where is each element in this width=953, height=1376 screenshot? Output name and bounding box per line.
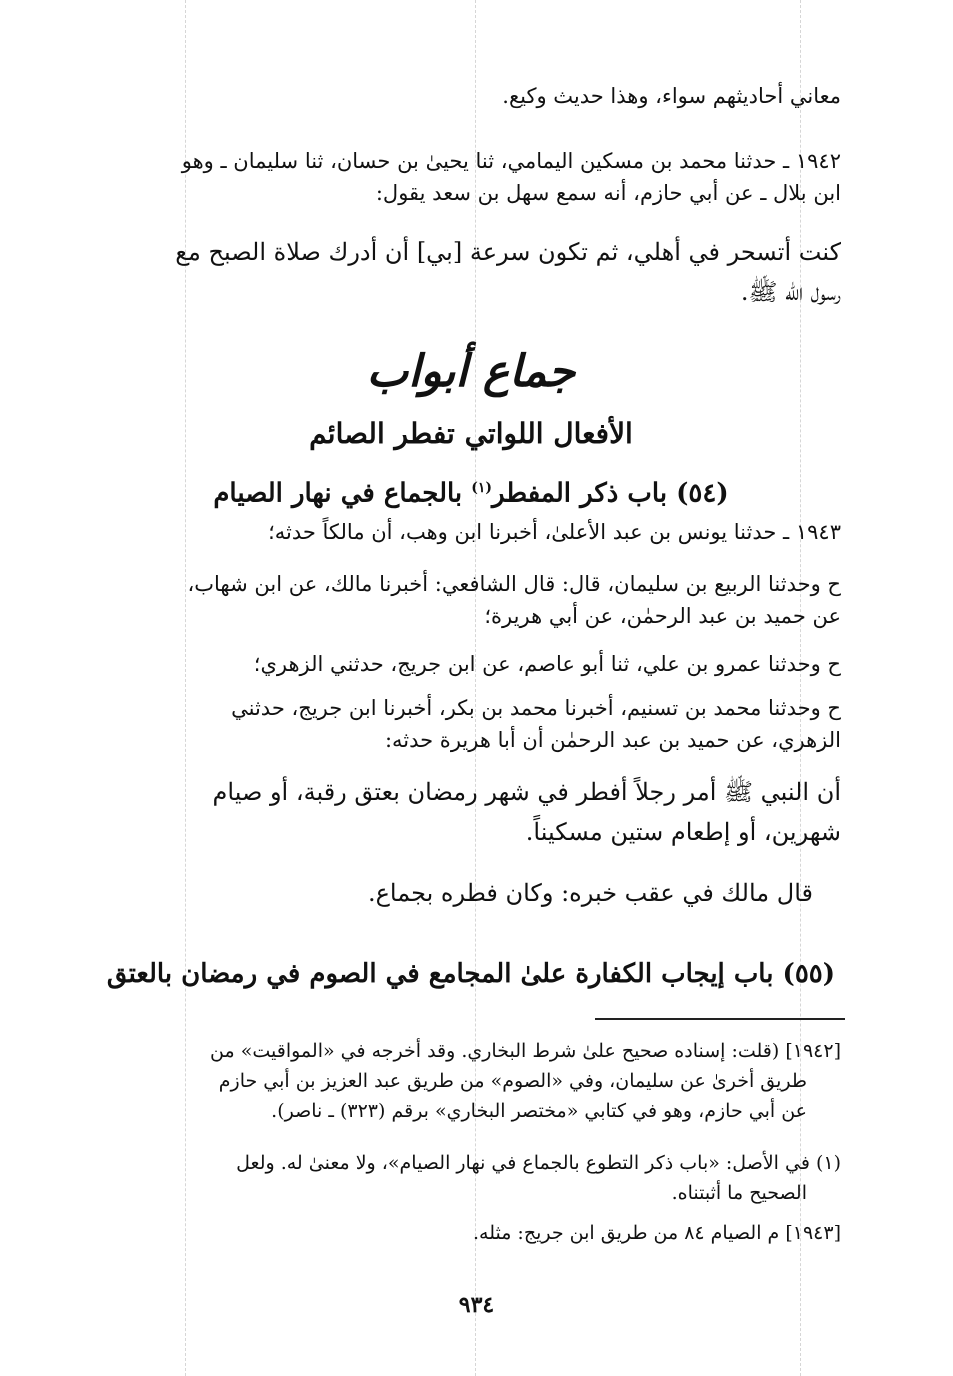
text-line: الصحيح ما أثبتناه.: [671, 1182, 807, 1204]
footnote-1942: [101, 1036, 841, 1126]
hadith-1943-isnad-3: [101, 648, 841, 680]
paragraph-intro: [101, 80, 841, 112]
text-line: كنت أتسحر في أهلي، ثم تكون سرعة [بي] أن أدرك صلاة الصبح مع: [175, 238, 841, 266]
text-line: [١٩٤٣] م الصيام ٨٤ من طريق ابن جريج: مثله.: [472, 1222, 841, 1244]
text-line: شهرين، أو إطعام ستين مسكيناً.: [525, 818, 841, 846]
text-line: ١٩٤٣ ـ حدثنا يونس بن عبد الأعلىٰ، أخبرنا ابن وهب، أن مالكاً حدثه؛: [268, 520, 841, 544]
text-line: [١٩٤٢] (قلت: إسناده صحيح علىٰ شرط البخاري. وقد أخرجه في «المواقيت» من: [210, 1040, 841, 1062]
hadith-1943-isnad-2: [101, 568, 841, 632]
bab-54-heading-start: (٥٤) باب ذكر المفطر: [492, 478, 729, 509]
hadith-1942-isnad: [101, 145, 841, 209]
text-line: عن حميد بن عبد الرحمٰن، عن أبي هريرة؛: [484, 604, 841, 628]
bab-54-heading-end: بالجماع في نهار الصيام: [213, 478, 463, 509]
text-line: ح وحدثنا عمرو بن علي، ثنا أبو عاصم، عن ابن جريج، حدثني الزهري؛: [253, 652, 841, 676]
text-line: قال مالك في عقب خبره: وكان فطره بجماع.: [367, 879, 813, 907]
text-line: معاني أحاديثهم سواء، وهذا حديث وكيع.: [502, 84, 841, 108]
hadith-1943-matn: [101, 772, 841, 852]
text-line: ١٩٤٢ ـ حدثنا محمد بن مسكين اليمامي، ثنا يحيىٰ بن حسان، ثنا سليمان ـ وهو: [181, 149, 841, 173]
bab-55-heading: (٥٥) باب إيجاب الكفارة علىٰ المجامع في الصوم في رمضان بالعتق: [106, 959, 836, 989]
hadith-1943-isnad-1: [101, 516, 841, 548]
hadith-1943-comment: [101, 873, 841, 913]
text-line: أن النبي ﷺ أمر رجلاً أفطر في شهر رمضان بعتق رقبة، أو صيام: [212, 778, 841, 806]
text-line: (١) في الأصل: «باب ذكر التطوع بالجماع في نهار الصيام»، ولا معنىٰ له. ولعل: [236, 1152, 841, 1174]
text-line: ابن بلال ـ عن أبي حازم، أنه سمع سهل بن سعد يقول:: [375, 181, 841, 205]
text-line: ح وحدثنا الربيع بن سليمان، قال: قال الشافعي: أخبرنا مالك، عن ابن شهاب،: [187, 572, 841, 596]
chapter-title: الأفعال اللواتي تفطر الصائم: [309, 417, 633, 450]
bab-54-heading: [101, 466, 841, 516]
footnote-1943: [101, 1218, 841, 1248]
text-line: عن أبي حازم، وهو في كتابي «مختصر البخاري» برقم (٣٢٣) ـ ناصر).: [271, 1100, 807, 1122]
hadith-1943-isnad-4: [101, 692, 841, 756]
chapter-decorative-heading: جماع أبواب: [366, 346, 576, 397]
text-line: رسول الله ﷺ.: [740, 278, 841, 306]
footnote-separator: [595, 1018, 845, 1020]
footnote-marker: (١): [471, 480, 493, 496]
text-line: الزهري، عن حميد بن عبد الرحمٰن أن أبا هريرة حدثه:: [384, 728, 841, 752]
page-number: ٩٣٤: [458, 1292, 495, 1318]
text-line: ح وحدثنا محمد بن تسنيم، أخبرنا محمد بن بكر، أخبرنا ابن جريج، حدثني: [231, 696, 841, 720]
text-line: طريق أخرىٰ عن سليمان، وفي «الصوم» من طريق عبد العزيز بن أبي حازم: [218, 1070, 807, 1092]
hadith-1942-matn: [101, 232, 841, 312]
footnote-1: [101, 1148, 841, 1208]
